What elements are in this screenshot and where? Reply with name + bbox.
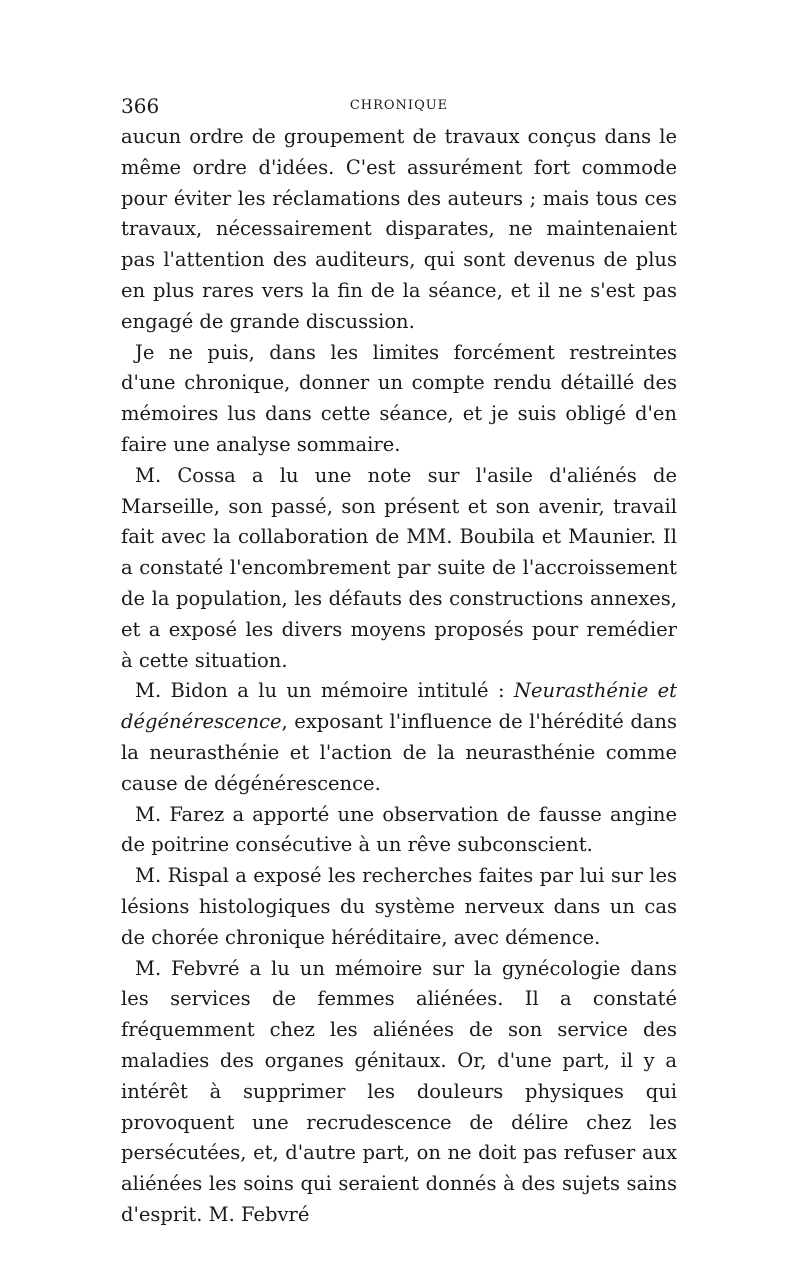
paragraph-farez: M. Farez a apporté une observation de fausse angine de poitrine consécutive à un rêve subconscient. (121, 802, 677, 857)
paragraph-bidon-rest: , exposant l'influence de l'hérédité dans la neurasthénie et l'action de la neurasthénie comme cause de dégénérescence. (121, 710, 677, 795)
paragraph-chronique-limits: Je ne puis, dans les limites forcément restreintes d'une chronique, donner un compte rendu détaillé des mémoires lus dans cette séance, et je suis obligé d'en faire une analyse sommaire. (121, 340, 677, 456)
paragraph-bidon (121, 676, 677, 799)
body-text (121, 122, 677, 1231)
memoir-title: Neurasthénie et dégénérescence (121, 679, 677, 734)
paragraph-febvre: M. Febvré a lu un mémoire sur la gynécologie dans les services de femmes aliénées. Il a constaté fréquemment chez les aliénées de son service des maladies des organes génitaux. Or, d'une part, il y a intérêt à supprimer les douleurs physiques qui provoquent une recrudescence de délire chez les persécutées, et, d'autre part, on ne doit pas refuser aux aliénées les soins qui seraient donnés à des sujets sains d'esprit. M. Febvré (121, 956, 677, 1226)
paragraph-continued: aucun ordre de groupement de travaux conçus dans le même ordre d'idées. C'est assurément fort commode pour éviter les réclamations des auteurs ; mais tous ces travaux, nécessairement disparates, ne maintenaient pas l'attention des auditeurs, qui sont devenus de plus en plus rares vers la fin de la séance, et il ne s'est pas engagé de grande discussion. (121, 125, 677, 333)
page-header (121, 86, 677, 122)
paragraph-bidon-intro: M. Bidon a lu un mémoire intitulé : (135, 679, 514, 703)
paragraph-rispal: M. Rispal a exposé les recherches faites par lui sur les lésions histologiques du système nerveux dans un cas de chorée chronique héréditaire, avec démence. (121, 864, 677, 949)
paragraph-cossa: M. Cossa a lu une note sur l'asile d'aliénés de Marseille, son passé, son présent et son avenir, travail fait avec la collaboration de MM. Boubila et Maunier. Il a constaté l'encombrement par suite de l'accroissement de la population, les défauts des constructions annexes, et a exposé les divers moyens proposés pour remédier à cette situation. (121, 463, 677, 672)
running-head: CHRONIQUE (349, 98, 449, 113)
book-page (121, 86, 677, 1231)
page-number: 366 (121, 94, 160, 118)
